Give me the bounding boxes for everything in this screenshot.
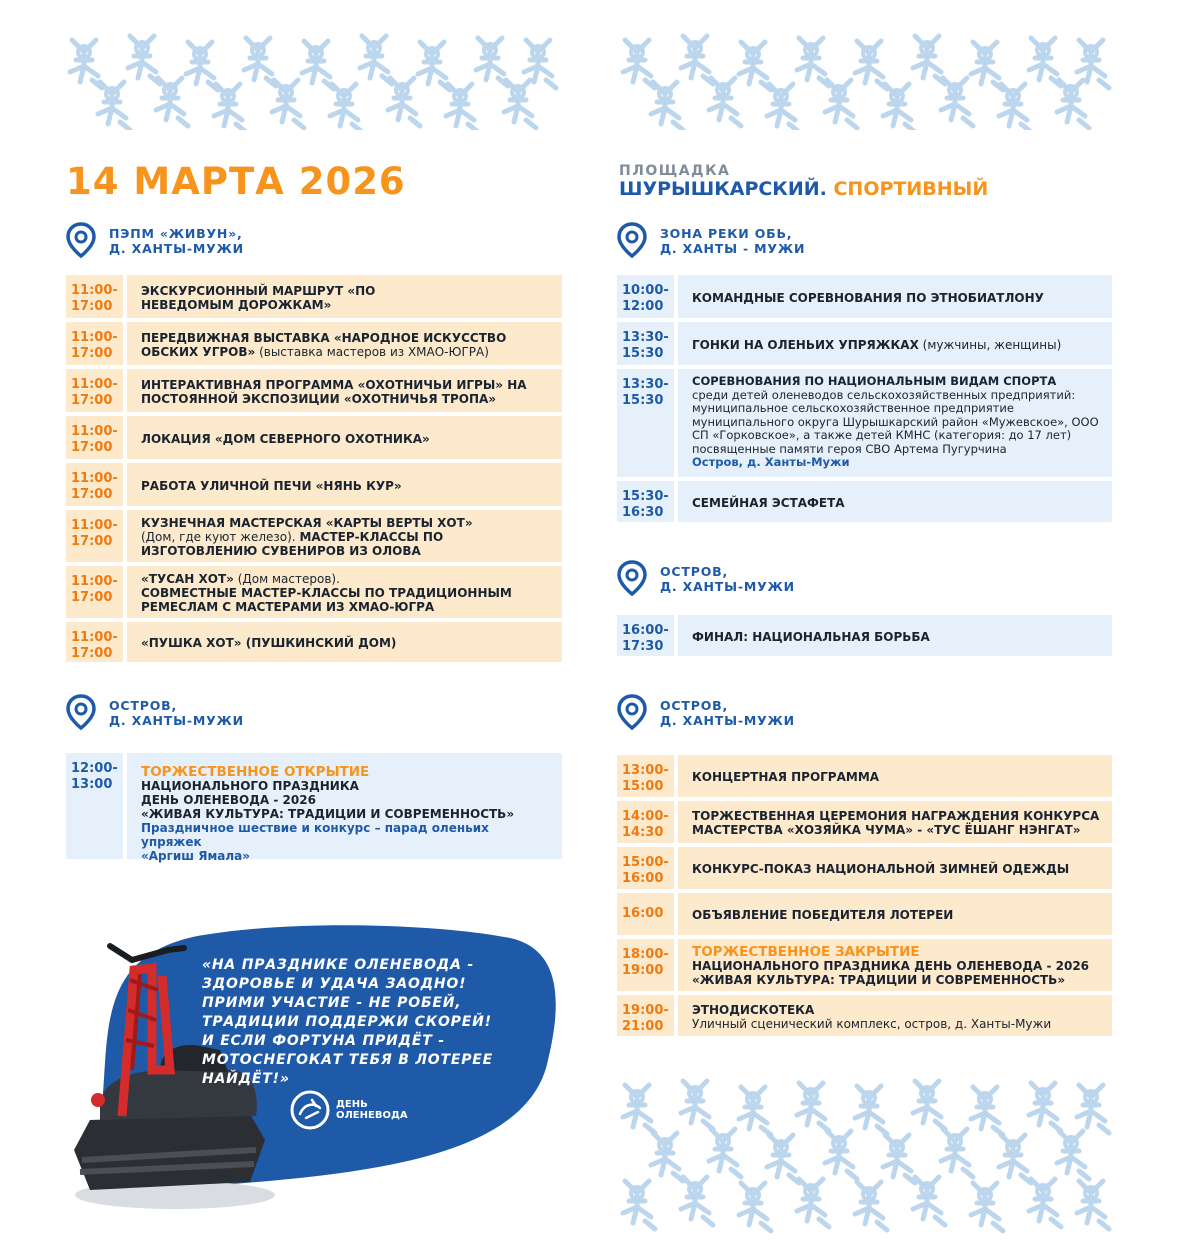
location-island-3 bbox=[617, 694, 795, 730]
location-line2: Д. ХАНТЫ-МУЖИ bbox=[660, 579, 795, 594]
location-line1: ЗОНА РЕКИ ОБЬ, bbox=[660, 226, 793, 241]
location-line2: Д. ХАНТЫ-МУЖИ bbox=[109, 713, 244, 728]
location-island-2 bbox=[617, 560, 795, 596]
event-row: 11:00- 17:00 «ТУСАН ХОТ» (Дом мастеров). СОВМЕСТНЫЕ МАСТЕР-КЛАССЫ ПО ТРАДИЦИОННЫМ РЕМЕСЛАМ С МАСТЕРАМИ ИЗ ХМАО-ЮГРА bbox=[66, 566, 562, 618]
location-ob-river bbox=[617, 222, 805, 258]
lottery-promo bbox=[60, 920, 580, 1220]
event-row: 13:00- 15:00 КОНЦЕРТНАЯ ПРОГРАММА bbox=[617, 755, 1112, 797]
reindeer-day-logo: ДЕНЬ ОЛЕНЕВОДА bbox=[290, 1090, 416, 1130]
event-row: 15:00- 16:00 КОНКУРС-ПОКАЗ НАЦИОНАЛЬНОЙ ЗИМНЕЙ ОДЕЖДЫ bbox=[617, 847, 1112, 889]
site-name: ШУРЫШКАРСКИЙ. СПОРТИВНЫЙ bbox=[619, 178, 989, 200]
location-island bbox=[66, 694, 244, 730]
location-line1: ПЭПМ «ЖИВУН», bbox=[109, 226, 243, 241]
event-row: 19:00- 21:00 ЭТНОДИСКОТЕКА Уличный сценический комплекс, остров, д. Ханты-Мужи bbox=[617, 995, 1112, 1036]
location-pin-icon bbox=[66, 222, 96, 258]
opening-block bbox=[66, 753, 562, 863]
event-row-sports: 13:30- 15:30 СОРЕВНОВАНИЯ ПО НАЦИОНАЛЬНЫМ ВИДАМ СПОРТА среди детей оленеводов сельскохозяйственных предприятий: муниципальное сельскохозяйственное предприятие муниципального округа Шурышкарский район «Мужевское», ООО СП «Горковское», а также детей КМНС (категория: до 17 лет) посвященные памяти героя СВО Артема Пугурчина Остров, д. Ханты-Мужи bbox=[617, 369, 1112, 477]
opening-title: ТОРЖЕСТВЕННОЕ ОТКРЫТИЕ bbox=[141, 764, 370, 780]
event-row: 11:00- 17:00 «ПУШКА ХОТ» (ПУШКИНСКИЙ ДОМ) bbox=[66, 622, 562, 662]
reindeer-logo-icon bbox=[290, 1090, 330, 1130]
event-row: 11:00- 17:00 ПЕРЕДВИЖНАЯ ВЫСТАВКА «НАРОДНОЕ ИСКУССТВО ОБСКИХ УГРОВ» (выставка мастеров из ХМАО-ЮГРА) bbox=[66, 322, 562, 365]
location-line1: ОСТРОВ, bbox=[660, 698, 728, 713]
location-pin-icon bbox=[617, 222, 647, 258]
top-left-ornament bbox=[62, 30, 562, 130]
concert-events-list bbox=[617, 755, 1112, 1040]
right-events-list bbox=[617, 275, 1112, 526]
site-kicker: ПЛОЩАДКА bbox=[619, 163, 731, 179]
event-row-closing: 18:00- 19:00 ТОРЖЕСТВЕННОЕ ЗАКРЫТИЕ НАЦИОНАЛЬНОГО ПРАЗДНИКА ДЕНЬ ОЛЕНЕВОДА - 2026 «ЖИВАЯ КУЛЬТУРА: ТРАДИЦИИ И СОВРЕМЕННОСТЬ» bbox=[617, 939, 1112, 991]
location-line2: Д. ХАНТЫ - МУЖИ bbox=[660, 241, 806, 256]
location-zhivun bbox=[66, 222, 244, 258]
closing-title: ТОРЖЕСТВЕННОЕ ЗАКРЫТИЕ bbox=[692, 944, 920, 960]
event-row: 15:30- 16:30 СЕМЕЙНАЯ ЭСТАФЕТА bbox=[617, 481, 1112, 522]
promo-poem: «НА ПРАЗДНИКЕ ОЛЕНЕВОДА - ЗДОРОВЬЕ И УДАЧА ЗАОДНО! ПРИМИ УЧАСТИЕ - НЕ РОБЕЙ, ТРАДИЦИИ ПОДДЕРЖИ СКОРЕЙ! И ЕСЛИ ФОРТУНА ПРИДЁТ - МОТОСНЕГОКАТ ТЕБЯ В ЛОТЕРЕЕ НАЙДЁТ!» bbox=[202, 957, 493, 1087]
event-row: 11:00- 17:00 КУЗНЕЧНАЯ МАСТЕРСКАЯ «КАРТЫ ВЕРТЫ ХОТ» (Дом, где куют железо). МАСТЕР-КЛАССЫ ПО ИЗГОТОВЛЕНИЮ СУВЕНИРОВ ИЗ ОЛОВА bbox=[66, 510, 562, 562]
location-line1: ОСТРОВ, bbox=[109, 698, 177, 713]
location-line1: ОСТРОВ, bbox=[660, 564, 728, 579]
event-row: 16:00- 17:30 ФИНАЛ: НАЦИОНАЛЬНАЯ БОРЬБА bbox=[617, 615, 1112, 656]
event-row: 11:00- 17:00 ЛОКАЦИЯ «ДОМ СЕВЕРНОГО ОХОТНИКА» bbox=[66, 416, 562, 459]
event-row: 11:00- 17:00 ИНТЕРАКТИВНАЯ ПРОГРАММА «ОХОТНИЧЬИ ИГРЫ» НА ПОСТОЯННОЙ ЭКСПОЗИЦИИ «ОХОТНИЧЬЯ ТРОПА» bbox=[66, 369, 562, 412]
event-row: 11:00- 17:00 РАБОТА УЛИЧНОЙ ПЕЧИ «НЯНЬ КУР» bbox=[66, 463, 562, 506]
location-pin-icon bbox=[617, 694, 647, 730]
event-row: 10:00- 12:00 КОМАНДНЫЕ СОРЕВНОВАНИЯ ПО ЭТНОБИАТЛОНУ bbox=[617, 275, 1112, 318]
event-row: 11:00- 17:00 ЭКСКУРСИОННЫЙ МАРШРУТ «ПО НЕВЕДОМЫМ ДОРОЖКАМ» bbox=[66, 275, 562, 318]
location-pin-icon bbox=[617, 560, 647, 596]
event-row: 13:30- 15:30 ГОНКИ НА ОЛЕНЬИХ УПРЯЖКАХ (мужчины, женщины) bbox=[617, 322, 1112, 365]
event-row: 14:00- 14:30 ТОРЖЕСТВЕННАЯ ЦЕРЕМОНИЯ НАГРАЖДЕНИЯ КОНКУРСА МАСТЕРСТВА «ХОЗЯЙКА ЧУМА» - «ТУС ЁШАНГ НЭНГАТ» bbox=[617, 801, 1112, 843]
event-date: 14 МАРТА 2026 bbox=[66, 160, 406, 203]
location-pin-icon bbox=[66, 694, 96, 730]
left-events-list bbox=[66, 275, 562, 666]
event-row: 16:00 ОБЪЯВЛЕНИЕ ПОБЕДИТЕЛЯ ЛОТЕРЕИ bbox=[617, 893, 1112, 935]
location-line2: Д. ХАНТЫ-МУЖИ bbox=[109, 241, 244, 256]
final-block bbox=[617, 615, 1112, 660]
bottom-right-ornament bbox=[615, 1075, 1115, 1235]
top-right-ornament bbox=[615, 30, 1115, 130]
location-line2: Д. ХАНТЫ-МУЖИ bbox=[660, 713, 795, 728]
event-row: 12:00- 13:00 ТОРЖЕСТВЕННОЕ ОТКРЫТИЕ НАЦИОНАЛЬНОГО ПРАЗДНИКА ДЕНЬ ОЛЕНЕВОДА - 2026 «ЖИВАЯ КУЛЬТУРА: ТРАДИЦИИ И СОВРЕМЕННОСТЬ» Праздничное шествие и конкурс – парад оленьих упряжек «Аргиш Ямала» bbox=[66, 753, 562, 859]
